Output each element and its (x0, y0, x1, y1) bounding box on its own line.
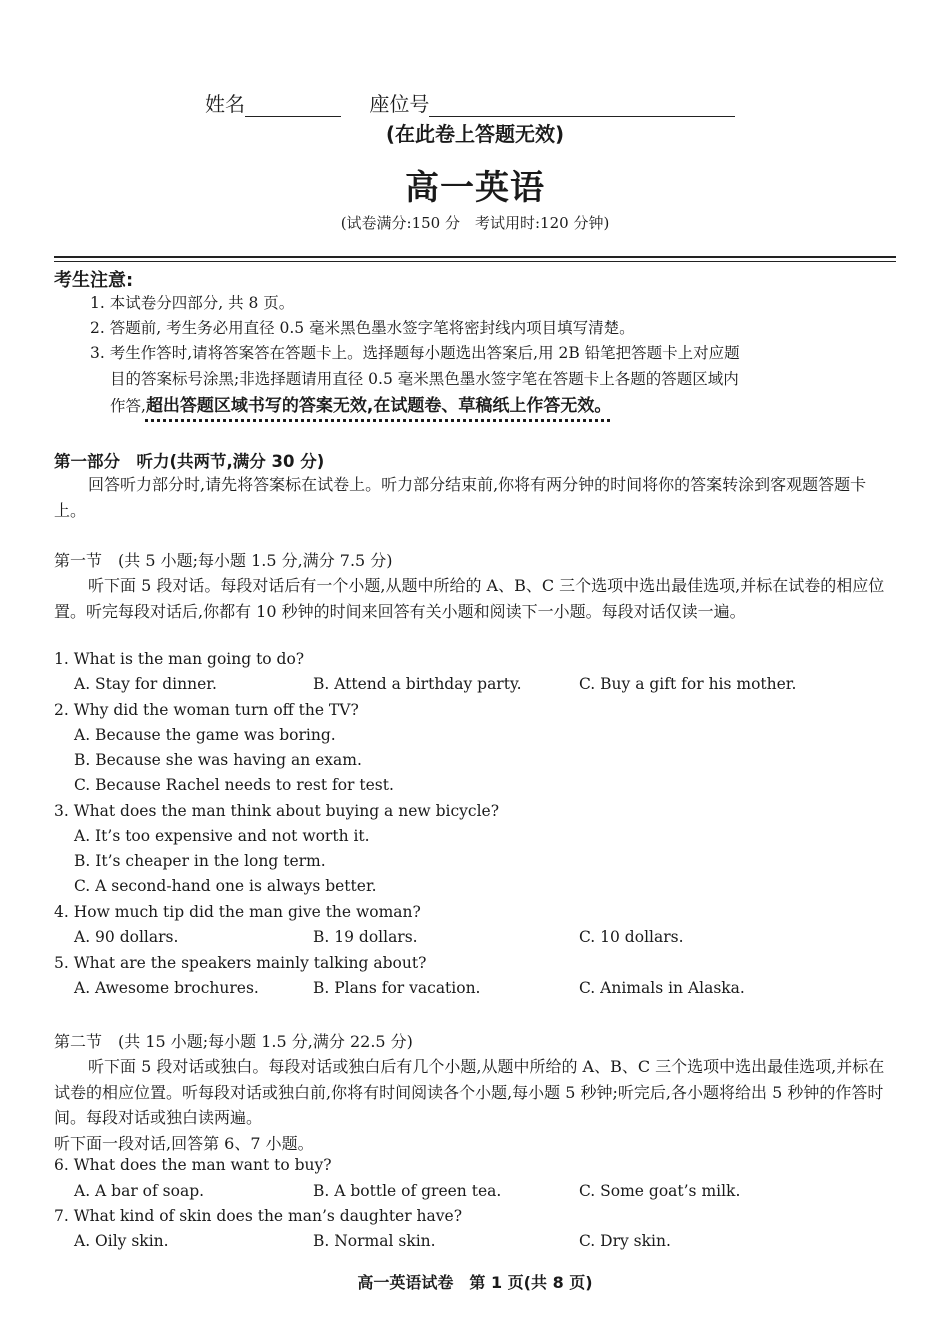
page-title: 高一英语 (405, 168, 545, 208)
name-seat-row (205, 88, 765, 118)
q3-option-a: A. It’s too expensive and not worth it. (74, 827, 370, 845)
q1-option-a: A. Stay for dinner. (74, 675, 217, 693)
question-7: 7. What kind of skin does the man’s daughter have? (54, 1207, 463, 1225)
section2-heading: 第二节 (共 15 小题;每小题 1.5 分,满分 22.5 分) (54, 1032, 413, 1051)
question-2: 2. Why did the woman turn off the TV? (54, 701, 359, 719)
section1-intro: 听下面 5 段对话。每段对话后有一个小题,从题中所给的 A、B、C 三个选项中选出最佳选项,并标在试卷的相应位置。听完每段对话后,你都有 10 秒钟的时间来回答有关小题和阅读下一小题。每段对话仅读一遍。 (54, 576, 885, 621)
q6-option-a: A. A bar of soap. (74, 1182, 205, 1200)
dialogue-intro: 听下面一段对话,回答第 6、7 小题。 (54, 1134, 314, 1153)
attention-item-3-line1: 3. 考生作答时,请将答案答在答题卡上。选择题每小题选出答案后,用 2B 铅笔把答题卡上对应题 (90, 344, 740, 362)
q3-option-c: C. A second-hand one is always better. (74, 877, 377, 895)
q1-option-b: B. Attend a birthday party. (313, 675, 522, 693)
section1-heading: 第一节 (共 5 小题;每小题 1.5 分,满分 7.5 分) (54, 551, 393, 570)
seat-field[interactable] (429, 94, 735, 117)
divider-thin (54, 261, 896, 262)
question-6: 6. What does the man want to buy? (54, 1156, 332, 1174)
invalid-notice: (在此卷上答题无效) (385, 122, 565, 146)
q2-option-a: A. Because the game was boring. (74, 726, 336, 744)
attention-item-1: 1. 本试卷分四部分, 共 8 页。 (90, 294, 295, 312)
question-3: 3. What does the man think about buying a new bicycle? (54, 802, 500, 820)
q2-option-b: B. Because she was having an exam. (74, 751, 362, 769)
q2-option-c: C. Because Rachel needs to rest for test. (74, 776, 394, 794)
q1-option-c: C. Buy a gift for his mother. (579, 675, 797, 693)
seat-label: 座位号 (369, 92, 430, 116)
question-4: 4. How much tip did the man give the woman? (54, 903, 421, 921)
q7-option-b: B. Normal skin. (313, 1232, 436, 1250)
q7-option-a: A. Oily skin. (74, 1232, 169, 1250)
q7-option-c: C. Dry skin. (579, 1232, 671, 1250)
q5-option-c: C. Animals in Alaska. (579, 979, 745, 997)
section2-intro: 听下面 5 段对话或独白。每段对话或独白后有几个小题,从题中所给的 A、B、C 三个选项中选出最佳选项,并标在试卷的相应位置。听每段对话或独白前,你将有时间阅读各个小题,每小题 5 秒钟;听完后,各小题将给出 5 秒钟的作答时间。每段对话或独白读两遍。 (54, 1057, 885, 1127)
attention-item-3 (90, 341, 896, 420)
attention-item-3-line2: 目的答案标号涂黑;非选择题请用直径 0.5 毫米黑色墨水签字笔在答题卡上各题的答题区域内 (110, 369, 739, 388)
q5-option-a: A. Awesome brochures. (74, 979, 259, 997)
q6-option-b: B. A bottle of green tea. (313, 1182, 502, 1200)
question-5: 5. What are the speakers mainly talking about? (54, 954, 427, 972)
q4-option-b: B. 19 dollars. (313, 928, 418, 946)
q6-option-c: C. Some goat’s milk. (579, 1182, 741, 1200)
attention-item-3-prefix: 作答, (110, 397, 146, 415)
q5-option-b: B. Plans for vacation. (313, 979, 481, 997)
part1-heading: 第一部分 听力(共两节,满分 30 分) (54, 452, 325, 471)
attention-emphasis: 超出答题区域书写的答案无效,在试题卷、草稿纸上作答无效。 (145, 396, 612, 416)
attention-item-2: 2. 答题前, 考生务必用直径 0.5 毫米黑色墨水签字笔将密封线内项目填写清楚。 (90, 319, 635, 337)
q3-option-b: B. It’s cheaper in the long term. (74, 852, 326, 870)
q4-option-c: C. 10 dollars. (579, 928, 684, 946)
part1-intro: 回答听力部分时,请先将答案标在试卷上。听力部分结束前,你将有两分钟的时间将你的答案转涂到客观题答题卡上。 (54, 475, 867, 520)
attention-title: 考生注意: (54, 270, 134, 291)
q4-option-a: A. 90 dollars. (74, 928, 179, 946)
question-1: 1. What is the man going to do? (54, 650, 305, 668)
divider-thick (54, 256, 896, 258)
exam-meta: (试卷满分:150 分 考试用时:120 分钟) (340, 214, 610, 232)
name-label: 姓名 (205, 92, 245, 116)
page-footer: 高一英语试卷 第 1 页(共 8 页) (357, 1273, 593, 1292)
name-field[interactable] (245, 94, 341, 117)
